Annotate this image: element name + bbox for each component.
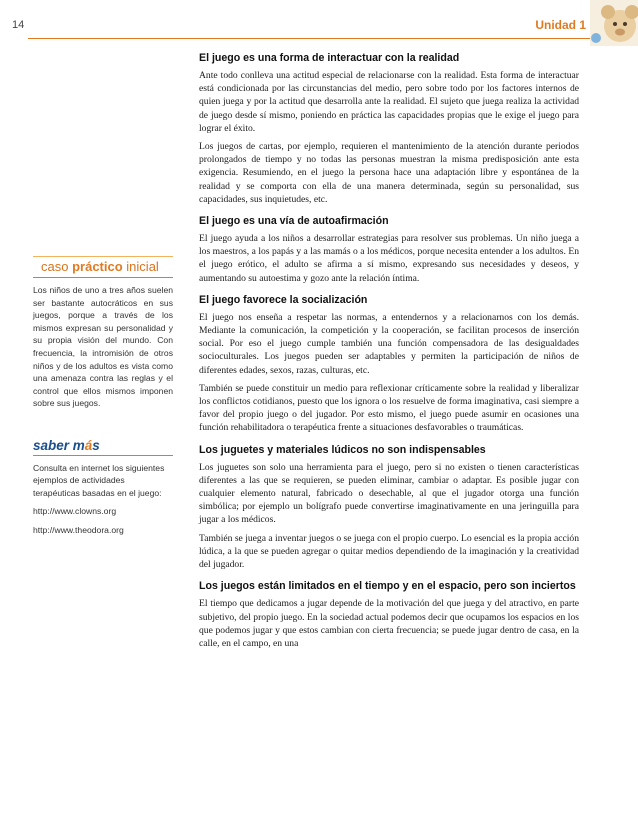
case-title-post: inicial [126,259,159,274]
paragraph: También se puede constituir un medio para reflexionar críticamente sobre la realidad y liberalizar los conflictos cotidianos, puesto que los ignora o los resuelve de forma imaginativa, casi siempre a favor del propio juego o del jugador. Por esto mismo, el juego puede asumir en ocasiones una función rehabilitadora o terapéutica frente a situaciones desfavorables o traumáticas. [199,382,579,434]
saber-title-hl: á [84,438,93,453]
paragraph: Los juguetes son solo una herramienta para el juego, pero si no existen o tienen características diferentes a las que se requieren, se pueden eliminar, cambiar o adaptar. Es posible jugar con cualquier elemento natural, fabricado o desechable, al que el jugador otorga una función simbólica; por ejemplo un bolígrafo puede convertirse imaginativamente en una jeringuilla para jugar a los médicos. [199,461,579,526]
case-title-bold: práctico [72,259,123,274]
unit-label: Unidad 1 [535,18,586,32]
learn-more-title [33,440,173,456]
page-header [0,0,638,52]
section-tiempo-espacio [199,580,579,650]
paragraph: También se juega a inventar juegos o se juega con el propio cuerpo. Lo esencial es la propia acción lúdica, a la que se pueden agregar o quitar medios dependiendo de la imaginación y la creatividad del jugador. [199,532,580,571]
section-interactuar [199,52,579,206]
paragraph: Ante todo conlleva una actitud especial de relacionarse con la realidad. Esta forma de interactuar está condicionada por las circunstancias del medio, pero sobre todo por los factores internos de quien juega y por la actitud que desarrolla ante la realidad. El sujeto que juega realiza la actividad de juego desde sí mismo, poniendo en práctica las capacidades propias que le exige el juego para lograr el éxito. [199,70,579,134]
paragraph: El juego nos enseña a respetar las normas, a entendernos y a relacionarnos con los demás. Mediante la comunicación, la competición y la cooperación, se facilitan procesos de inserción social. Por eso el juego cumple también una función compensadora de las desigualdades socioculturales. Los juegos pueden ser adaptables y permiten la participación de niños de diferentes edades, sexos, razas, culturas, etc. [199,311,579,376]
section-heading: El juego es una forma de interactuar con la realidad [199,52,460,64]
saber-title-post: s [92,438,100,453]
case-title-pre: caso [41,259,69,274]
paragraph: Los juegos de cartas, por ejemplo, requieren el mantenimiento de la atención durante periodos prolongados de tiempo y no todas las personas muestran la misma predisposición ante esta exigencia. Resumiendo, en el juego la persona hace una adaptación libre y espontánea de la realidad y se comporta con ella de una manera determinada, según su personalidad, sus capacidades, sus inquietudes, etc. [199,141,579,205]
case-study-title [33,256,173,278]
section-heading: Los juegos están limitados en el tiempo y en el espacio, pero son inciertos [199,580,576,593]
section-heading: El juego favorece la socialización [199,293,368,306]
page-number: 14 [12,19,25,31]
link-theodora[interactable]: http://www.theodora.org [33,524,124,535]
section-heading: El juego es una vía de autoafirmación [199,215,389,228]
section-autoafirmacion [199,215,579,285]
header-rule [28,38,598,39]
case-study-text: Los niños de uno a tres años suelen ser bastante autocráticos en sus juegos, porque a través de los mismos expresan su personalidad y su propia visión del mundo. Con frecuencia, la intromisión de otros niños y de los adultos es vista como una amenaza contra las reglas y el control que ellos mismos imponen sobre sus juegos. [33,285,173,409]
teddy-bear-icon [590,0,638,46]
paragraph: El juego ayuda a los niños a desarrollar estrategias para resolver sus problemas. Un niño juega a los maestros, a los papás y a las mamás o a los médicos, porque necesita entender a los adultos. En el juego erótico, el adulto se afirma a sí mismo, expresando sus necesidades y deseos, y aumentando su autoestima y gozo ante la relación íntima. [199,233,579,284]
section-juguetes [199,444,579,572]
link-clowns[interactable]: http://www.clowns.org [33,506,117,517]
main-content [199,52,579,659]
paragraph: El tiempo que dedicamos a jugar depende de la motivación del que juega y del atractivo, en parte subjetivo, del propio juego. En la sociedad actual podemos decir que ocupamos los espacios en los que podemos jugar y que estos cambian con cierta frecuencia; se puede jugar dentro de casa, en la calle, en el campo, en una [199,598,579,649]
case-study-box [33,256,173,410]
section-socializacion [199,294,579,435]
learn-more-text: Consulta en internet los siguientes ejemplos de actividades terapéuticas basadas en el juego: [33,462,165,498]
section-heading: Los juguetes y materiales lúdicos no son indispensables [199,443,486,456]
learn-more-box [33,440,173,537]
saber-title-pre: saber m [33,438,85,453]
